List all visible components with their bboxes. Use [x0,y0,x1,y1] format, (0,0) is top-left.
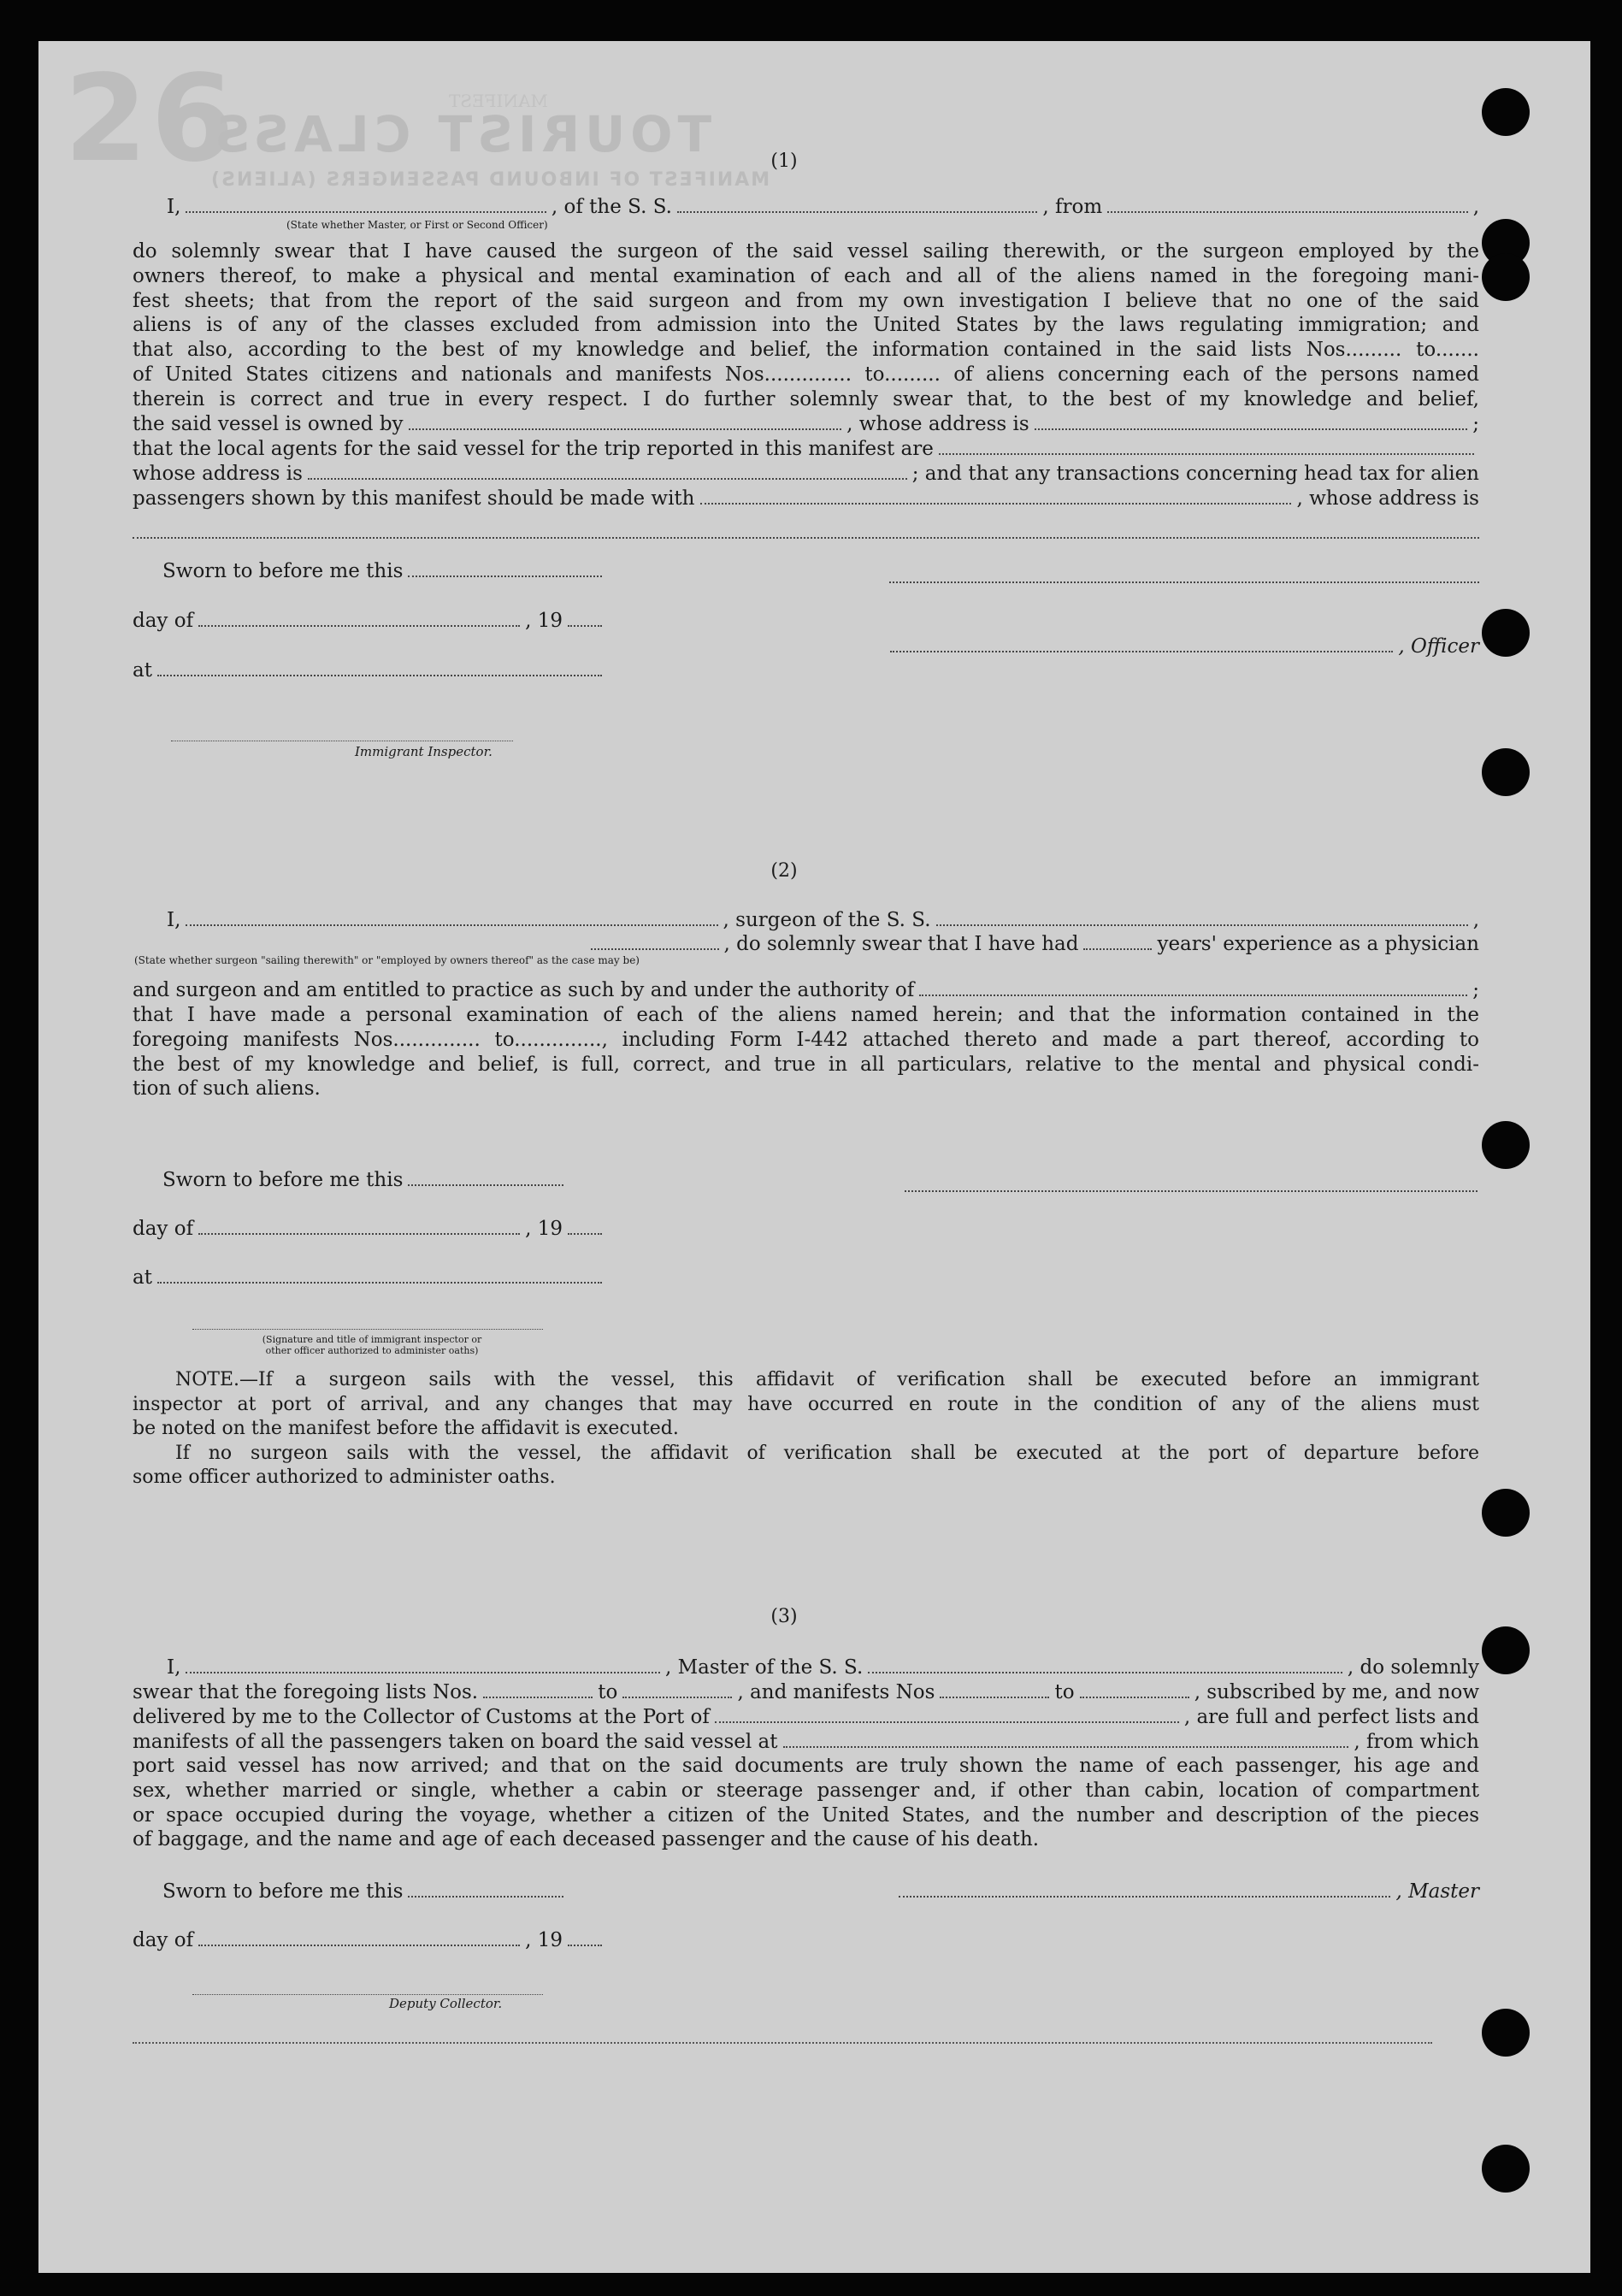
sec1-year-label: , 19 [525,610,563,632]
sec3-para-line: sex, whether married or single, whether a cabin or steerage passenger and, if other than cabin, location of compartment [133,1779,1479,1802]
sec3-para-last-line: of baggage, and the name and age of each deceased passenger and the cause of his death. [133,1828,1040,1851]
sec1-of-ss-label: , of the S. S. [551,196,672,218]
sec2-para-line: that I have made a personal examination of each of the aliens named herein; and that the information contained in the [133,1004,1479,1026]
sec3-master-label: , Master [1395,1880,1479,1903]
sec3-lists-label: swear that the foregoing lists Nos. [133,1681,479,1703]
sec3-master-name-field[interactable] [186,1656,660,1673]
sec2-year-label: , 19 [525,1218,563,1240]
punch-hole [1482,2009,1530,2057]
sec3-day-of-label: day of [133,1929,194,1951]
note-line: be noted on the manifest before the affidavit is executed. [133,1418,679,1439]
sec3-manifests-to-field[interactable] [1080,1681,1189,1698]
sec1-head-tax-address-label: , whose address is [1296,487,1479,510]
punch-hole [1482,609,1530,657]
sec3-lists-to-field[interactable] [622,1681,732,1698]
sec1-inspector-sign-line[interactable] [171,725,513,741]
sec3-lists-from-field[interactable] [483,1681,593,1698]
sec1-sworn-line [162,559,607,583]
sec3-manifests-from-field[interactable] [940,1681,1049,1698]
sec1-at-line [133,658,607,682]
sec3-to2-label: to [1054,1681,1075,1703]
sec3-line-master [133,1656,1479,1679]
sec2-inspector-sign-line[interactable] [192,1313,543,1330]
punch-hole [1482,1121,1530,1169]
sec1-owned-by-label: the said vessel is owned by [133,413,404,435]
sec3-year-label: , 19 [525,1929,563,1951]
sec2-comma: , [1472,909,1479,931]
sec1-owner-address-field[interactable] [1035,413,1468,430]
punch-hole [1482,2145,1530,2193]
sec1-head-tax-field[interactable] [700,487,1292,505]
sec1-agent-address-line [133,462,1479,486]
sec3-day-line [133,1928,607,1952]
sec2-at-line [133,1266,607,1290]
sec1-passengers-label: passengers shown by this manifest should be made with [133,487,695,510]
punch-hole [1482,1626,1530,1674]
form-page [38,41,1590,2273]
sec1-agent-address-label: whose address is [133,463,303,485]
sec1-officer-sign-field[interactable] [890,635,1393,652]
ghost-subtitle: MANIFEST OF INBOUND PASSENGERS (ALIENS) [209,169,770,191]
sec1-at-label: at [133,659,152,682]
sec1-para-line: that also, according to the best of my knowledge and belief, the information contained in the said lists Nos......... to....... [133,339,1479,362]
sec1-day-field[interactable] [198,610,520,627]
sec1-day-of-label: day of [133,610,194,632]
sec2-surgeon-of-label: , surgeon of the S. S. [723,909,931,931]
sec1-owned-by-line [133,412,1479,436]
sec1-para-line: do solemnly swear that I have caused the surgeon of the said vessel sailing therewith, or the surgeon employed by the [133,240,1479,263]
sec2-type-field[interactable] [591,933,719,950]
note-line: If no surgeon sails with the vessel, the affidavit of verification shall be executed at the port of departure before [175,1442,1479,1464]
ghost-small-text: MANIFEST [449,91,548,111]
sec3-sworn-label: Sworn to before me this [162,1880,404,1903]
sec3-master-sign-line [894,1880,1479,1903]
note-line-1 [133,1368,1479,1393]
sec1-continuation-line[interactable] [133,522,1479,539]
sec2-i: I, [167,909,181,931]
sec2-years-line [586,932,1479,956]
section-2-number: (2) [770,860,798,882]
section-1-number: (1) [770,151,798,172]
sec1-officer-line [885,634,1479,658]
sec3-port-field[interactable] [715,1706,1179,1723]
sec1-sworn-label: Sworn to before me this [162,560,404,582]
sec2-authority-label: and surgeon and am entitled to practice as such by and under the authority of [133,979,915,1001]
sec3-ship-field[interactable] [868,1656,1342,1673]
sec1-passengers-line [133,487,1479,511]
sec2-day-of-label: day of [133,1218,194,1240]
sec1-inspector-caption: Immigrant Inspector. [355,744,492,759]
sec3-para-line: or space occupied during the voyage, whether a citizen of the United States, and the number and description of the pieces [133,1803,1479,1827]
sec1-from-field[interactable] [1107,196,1467,213]
sec1-day-line [133,609,607,633]
sec2-sig-caption-1: (Signature and title of immigrant inspector or [262,1334,482,1345]
sec1-agent-address-field[interactable] [308,463,907,480]
sec3-manifests-label: , and manifests Nos [737,1681,935,1703]
sec3-master-sign-field[interactable] [899,1880,1390,1898]
sec2-swear-label: , do solemnly swear that I have had [723,933,1079,955]
sec3-solemnly-label: , do solemnly [1347,1656,1479,1679]
sec1-paragraph [133,239,1479,412]
sec1-agents-line [133,437,1479,461]
sec1-officer-caption: (State whether Master, or First or Second Officer) [286,219,548,231]
sec3-master-of-label: , Master of the S. S. [665,1656,864,1679]
sec3-are-full-label: , are full and perfect lists and [1183,1706,1479,1728]
sec3-para-line: port said vessel has now arrived; and that on the said documents are truly shown the name of each passenger, his age and [133,1755,1479,1777]
sec2-years-field[interactable] [1083,933,1152,950]
sec3-paragraph [133,1754,1479,1852]
sec2-sig-caption-2: other officer authorized to administer oaths) [265,1345,479,1356]
sec1-from-label: , from [1042,196,1103,218]
sec1-head-tax-text: ; and that any transactions concerning head tax for alien [911,463,1479,485]
sec3-year-field[interactable] [568,1929,602,1946]
sec1-sworn-field[interactable] [408,560,602,577]
sec2-surgeon-name-field[interactable] [186,909,717,926]
note-line: some officer authorized to administer oaths. [133,1467,556,1488]
sec1-semicolon: ; [1472,413,1480,435]
sec2-at-field[interactable] [157,1266,602,1284]
note-line: inspector at port of arrival, and any changes that may have occurred en route in the condition of any of the aliens must [133,1393,1479,1415]
sec1-signature-line[interactable] [889,566,1479,583]
bottom-rule [133,2042,1432,2044]
sec3-port-line [133,1705,1479,1729]
sec3-from-which-label: , from which [1354,1731,1479,1753]
sec1-agents-label: that the local agents for the said vessel for the trip reported in this manifest are [133,438,934,460]
sec1-ship-field[interactable] [677,196,1037,213]
sec1-para-line: owners thereof, to make a physical and mental examination of each and all of the aliens named in the foregoing mani- [133,264,1479,287]
sec2-line-surgeon [133,908,1479,932]
sec2-para-line: the best of my knowledge and belief, is full, correct, and true in all particulars, relative to the mental and physical condi- [133,1053,1479,1076]
sec2-signature-caption [209,1334,534,1356]
sec3-manifests-all-label: manifests of all the passengers taken on board the said vessel at [133,1731,778,1753]
sec2-para-line: foregoing manifests Nos.............. to.............., including Form I-442 attached thereto and made a part thereof, according to [133,1028,1479,1051]
sec1-comma: , [1472,196,1479,218]
punch-hole [1482,1489,1530,1537]
sec2-signature-line[interactable] [905,1175,1477,1192]
sec3-subscribed-label: , subscribed by me, and now [1194,1681,1480,1703]
sec1-line-officer [133,195,1479,219]
sec1-para-line: fest sheets; that from the report of the said surgeon and from my own investigation I believe that no one of the said [133,289,1479,312]
sec1-agents-field[interactable] [939,438,1474,455]
ghost-page-number: 26 [64,50,238,189]
sec2-year-field[interactable] [568,1218,602,1235]
sec1-owner-field[interactable] [409,413,842,430]
sec2-para-last-line: tion of such aliens. [133,1077,321,1101]
sec3-day-field[interactable] [198,1929,520,1946]
sec3-deputy-caption: Deputy Collector. [389,1996,503,2011]
punch-hole [1482,748,1530,796]
sec3-i: I, [167,1656,181,1679]
sec2-years-label: years' experience as a physician [1157,933,1479,955]
sec2-sworn-label: Sworn to before me this [162,1169,404,1191]
sec2-sworn-line [162,1168,569,1192]
sec2-day-field[interactable] [198,1218,520,1235]
note-label: NOTE. [175,1369,240,1390]
sec2-at-label: at [133,1266,152,1289]
sec2-day-line [133,1217,607,1241]
sec1-at-field[interactable] [157,659,602,676]
sec2-ship-field[interactable] [936,909,1468,926]
sec2-sworn-field[interactable] [408,1169,563,1186]
sec2-paragraph [133,1003,1479,1101]
sec3-vessel-at-line [133,1730,1479,1754]
sec1-officer-label: , Officer [1398,635,1479,658]
sec3-lists-line [133,1680,1479,1704]
sec1-year-field[interactable] [568,610,602,627]
sec1-owner-address-label: , whose address is [846,413,1029,435]
section-3-number: (3) [770,1606,798,1627]
sec3-boarding-port-field[interactable] [783,1731,1349,1748]
punch-hole [1482,88,1530,136]
sec1-officer-field[interactable] [186,196,546,213]
sec3-to-label: to [598,1681,618,1703]
sec3-sworn-field[interactable] [408,1880,563,1898]
sec3-sworn-line [162,1880,569,1903]
sec2-surgeon-caption: (State whether surgeon "sailing therewith" or "employed by owners thereof" as the case may be) [134,954,640,966]
sec3-delivered-label: delivered by me to the Collector of Customs at the Port of [133,1706,710,1728]
sec1-para-line: aliens is of any of the classes excluded from admission into the United States by the laws regulating immigration; and [133,314,1479,337]
note-paragraph [133,1368,1479,1490]
sec1-para-line: therein is correct and true in every respect. I do further solemnly swear that, to the best of my knowledge and belief, [133,387,1479,410]
sec2-authority-field[interactable] [919,979,1467,996]
ghost-title: TOURIST CLASS [209,105,712,163]
sec2-authority-line [133,978,1479,1002]
note-line-1-text: —If a surgeon sails with the vessel, this affidavit of verification shall be executed before an immigrant [239,1369,1479,1390]
sec3-deputy-sign-line[interactable] [192,1979,543,1995]
punch-hole [1482,253,1530,301]
sec2-semicolon: ; [1472,979,1479,1001]
sec1-i: I, [167,196,181,218]
sec1-para-line: of United States citizens and nationals and manifests Nos.............. to......... of aliens concerning each of the persons named [133,363,1479,386]
